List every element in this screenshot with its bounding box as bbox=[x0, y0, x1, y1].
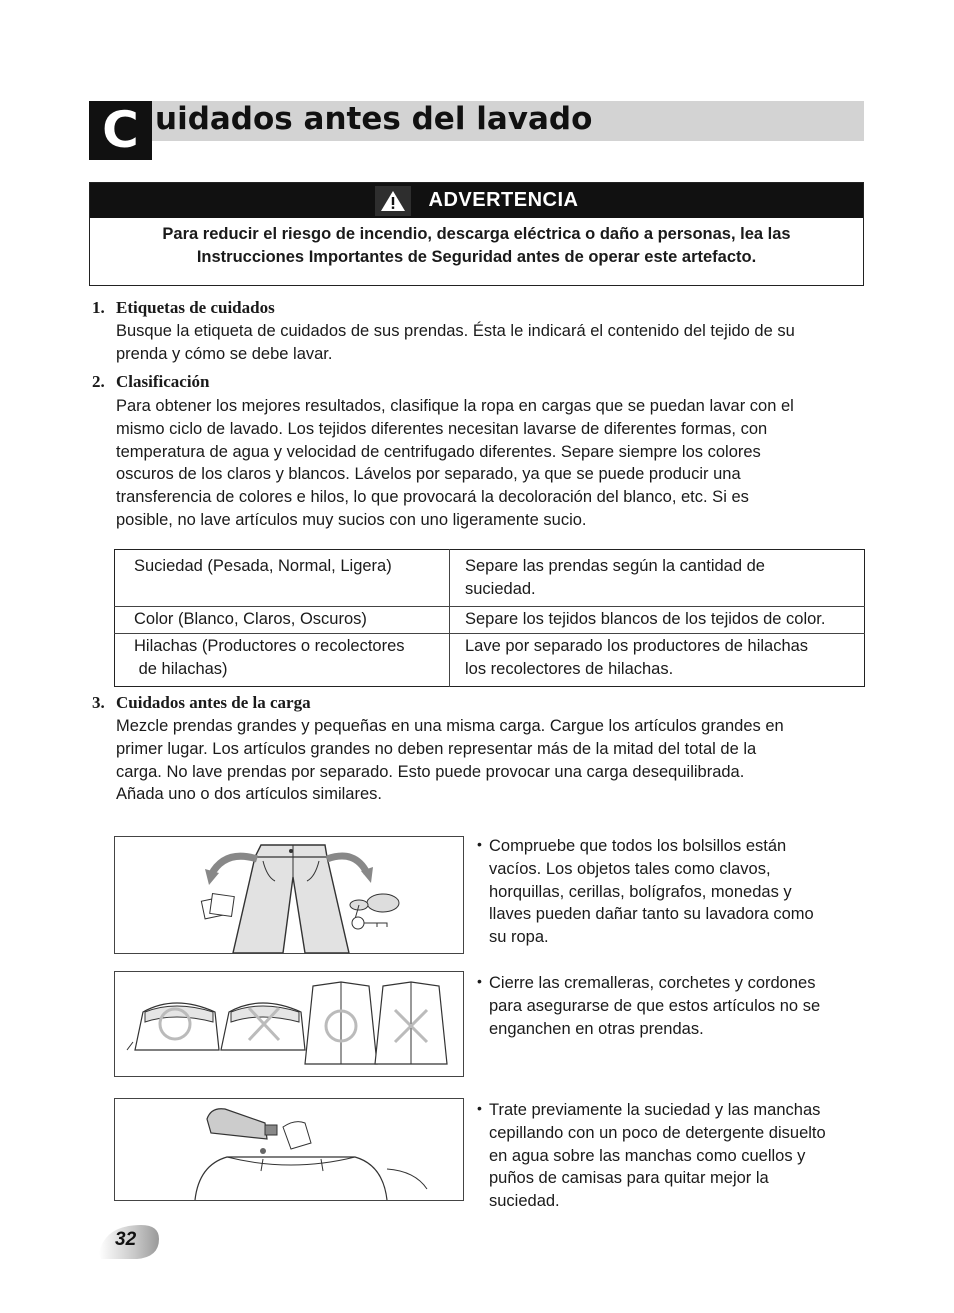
text-line: enganchen en otras prendas. bbox=[489, 1019, 704, 1038]
cell-line: de hilachas) bbox=[134, 660, 228, 679]
section-heading: Etiquetas de cuidados bbox=[116, 298, 275, 317]
fasteners-illustration bbox=[114, 971, 464, 1077]
text-line: su ropa. bbox=[489, 928, 549, 947]
table-cell bbox=[450, 634, 865, 687]
text-line: Compruebe que todos los bolsillos están bbox=[489, 837, 787, 855]
section-number: 1. bbox=[92, 298, 105, 317]
text-line: temperatura de agua y velocidad de centrifugado diferentes. Separe siempre los colores bbox=[116, 442, 761, 461]
section-title-etiquetas bbox=[92, 298, 275, 318]
bullet-text bbox=[489, 1099, 826, 1213]
pretreatment-illustration bbox=[114, 1098, 464, 1201]
page-title: uidados antes del lavado bbox=[155, 101, 593, 137]
section-heading: Cuidados antes de la carga bbox=[116, 693, 311, 712]
section-text-carga bbox=[116, 715, 866, 806]
warning-line: Para reducir el riesgo de incendio, descarga eléctrica o daño a personas, lea las bbox=[162, 225, 791, 243]
bullet-text bbox=[489, 835, 814, 949]
table-row bbox=[115, 550, 865, 607]
warning-heading: ADVERTENCIA bbox=[428, 189, 579, 211]
bullet-symbol: • bbox=[477, 1100, 482, 1116]
text-line: en agua sobre las manchas como cuellos y bbox=[489, 1146, 806, 1165]
text-line: horquillas, cerillas, bolígrafos, monedas y bbox=[489, 882, 792, 901]
bullet-text bbox=[489, 972, 820, 1040]
cell-line: Separe las prendas según la cantidad de bbox=[465, 557, 765, 575]
text-line: mismo ciclo de lavado. Los tejidos diferentes necesitan lavarse de diferentes formas, con bbox=[116, 419, 768, 438]
section-number: 2. bbox=[92, 372, 105, 391]
section-text-etiquetas bbox=[116, 320, 866, 366]
text-line: carga. No lave prendas por separado. Esto puede provocar una carga desequilibrada. bbox=[116, 762, 745, 781]
bullet-symbol: • bbox=[477, 973, 482, 989]
text-line: Añada uno o dos artículos similares. bbox=[116, 785, 382, 804]
page-number: 32 bbox=[115, 1229, 137, 1250]
text-line: posible, no lave artículos muy sucios con uno ligeramente sucio. bbox=[116, 510, 587, 529]
text-line: vacíos. Los objetos tales como clavos, bbox=[489, 859, 771, 878]
warning-box bbox=[89, 182, 864, 286]
table-row bbox=[115, 634, 865, 687]
section-heading: Clasificación bbox=[116, 372, 210, 391]
cell-line: Lave por separado los productores de hilachas bbox=[465, 637, 809, 656]
cell-line: los recolectores de hilachas. bbox=[465, 660, 674, 679]
cell-line: Hilachas (Productores o recolectores bbox=[134, 637, 405, 656]
section-title-clasificacion bbox=[92, 372, 210, 392]
table-cell bbox=[115, 550, 450, 607]
cell-line: suciedad. bbox=[465, 579, 536, 598]
warning-header bbox=[90, 183, 863, 218]
table-cell bbox=[450, 606, 865, 634]
table-row bbox=[115, 606, 865, 634]
title-initial: C bbox=[89, 101, 152, 160]
text-line: oscuros de los claros y blancos. Lávelos por separado, ya que se puede producir una bbox=[116, 465, 741, 484]
text-line: Cierre las cremalleras, corchetes y cordones bbox=[489, 974, 816, 992]
warning-text bbox=[90, 218, 863, 269]
text-line: Mezcle prendas grandes y pequeñas en una misma carga. Cargue los artículos grandes en bbox=[116, 717, 784, 735]
table-cell bbox=[115, 606, 450, 634]
page-number-badge bbox=[97, 1223, 161, 1260]
sorting-table bbox=[114, 549, 865, 687]
table-cell bbox=[450, 550, 865, 607]
warning-line: Instrucciones Importantes de Seguridad antes de operar este artefacto. bbox=[196, 248, 757, 266]
cell-line: Separe los tejidos blancos de los tejidos de color. bbox=[465, 609, 826, 628]
cell-line: Suciedad (Pesada, Normal, Ligera) bbox=[134, 557, 392, 575]
text-line: Trate previamente la suciedad y las manchas bbox=[489, 1101, 821, 1119]
text-line: Para obtener los mejores resultados, clasifique la ropa en cargas que se puedan lavar con el bbox=[116, 397, 794, 415]
text-line: transferencia de colores e hilos, lo que provocará la decoloración del blanco, etc. Si es bbox=[116, 488, 749, 507]
text-line: para asegurarse de que estos artículos no se bbox=[489, 996, 821, 1015]
text-line: llaves pueden dañar tanto su lavadora como bbox=[489, 905, 814, 924]
text-line: suciedad. bbox=[489, 1192, 560, 1211]
section-text-clasificacion bbox=[116, 395, 866, 532]
cell-line: Color (Blanco, Claros, Oscuros) bbox=[134, 609, 367, 628]
text-line: primer lugar. Los artículos grandes no deben representar más de la mitad del total de la bbox=[116, 739, 757, 758]
text-line: prenda y cómo se debe lavar. bbox=[116, 344, 333, 363]
section-title-carga bbox=[92, 693, 311, 713]
warning-triangle-icon bbox=[375, 186, 411, 216]
section-number: 3. bbox=[92, 693, 105, 712]
bullet-symbol: • bbox=[477, 836, 482, 852]
pockets-illustration bbox=[114, 836, 464, 954]
text-line: puños de camisas para quitar mejor la bbox=[489, 1169, 769, 1188]
text-line: cepillando con un poco de detergente disuelto bbox=[489, 1123, 826, 1142]
text-line: Busque la etiqueta de cuidados de sus prendas. Ésta le indicará el contenido del tejido de su bbox=[116, 322, 795, 340]
table-cell bbox=[115, 634, 450, 687]
